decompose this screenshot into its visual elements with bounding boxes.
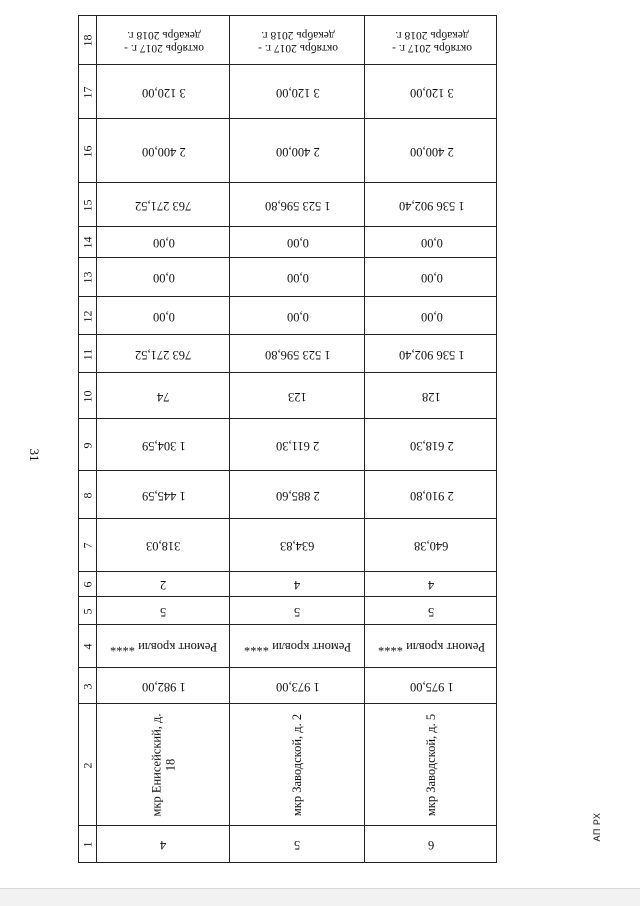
cell-period-text: октябрь 2017 г. - декабрь 2018 г. (391, 28, 472, 54)
cell-work-text: Ремонт кровли **** (377, 640, 486, 654)
cell-num-text: 6 (428, 838, 435, 852)
cell-work (365, 625, 498, 668)
cell-c15 (230, 183, 365, 227)
cell-floors (230, 597, 365, 625)
cell-entrances-text: 4 (428, 578, 435, 592)
column-number (79, 704, 97, 826)
cell-cost_per_m2_a (97, 471, 230, 519)
cell-count-text: 123 (288, 389, 307, 404)
cell-c17 (365, 65, 498, 119)
column-number-text: 1 (80, 841, 95, 848)
cell-cost_per_m2_b (365, 419, 498, 471)
cell-cost_per_m2_b (230, 419, 365, 471)
cell-cost_per_m2_b (97, 419, 230, 471)
column-number-text: 17 (80, 86, 95, 98)
cell-count-text: 74 (157, 389, 170, 404)
cell-c17-text: 3 120,00 (409, 85, 454, 100)
column-number-text: 16 (80, 145, 95, 157)
cell-floors-text: 5 (294, 604, 301, 619)
column-number-text: 11 (80, 348, 95, 360)
cell-cost_per_m2_b-text: 2 618,30 (409, 438, 454, 453)
cell-roof_area (230, 519, 365, 572)
column-number-text: 14 (80, 236, 95, 249)
cell-period (230, 16, 365, 65)
column-number (79, 119, 97, 183)
column-number (79, 297, 97, 335)
cell-total-text: 1 536 902,40 (398, 347, 465, 362)
column-number (79, 419, 97, 471)
cell-period (365, 16, 498, 65)
cell-c16-text: 2 400,00 (275, 144, 320, 159)
cell-c14-text: 0,00 (286, 236, 309, 250)
cell-c12 (230, 297, 365, 335)
column-number (79, 16, 97, 65)
cell-c13 (97, 258, 230, 297)
cell-c15 (365, 183, 498, 227)
cell-c16-text: 2 400,00 (141, 144, 186, 159)
cell-c13 (365, 258, 498, 297)
cell-period (97, 16, 230, 65)
repair-schedule-table (78, 15, 497, 863)
column-number (79, 335, 97, 373)
cell-address (97, 704, 230, 826)
cell-entrances (365, 572, 498, 597)
column-number-text: 13 (80, 271, 95, 284)
cell-area-text: 1 982,00 (141, 679, 186, 694)
cell-count-text: 128 (422, 389, 441, 404)
cell-area (230, 668, 365, 704)
column-number (79, 572, 97, 597)
cell-entrances-text: 4 (294, 578, 301, 592)
cell-cost_per_m2_b-text: 2 611,30 (275, 438, 320, 453)
cell-roof_area (365, 519, 498, 572)
column-number (79, 183, 97, 227)
cell-c17 (230, 65, 365, 119)
column-number (79, 471, 97, 519)
cell-c14-text: 0,00 (420, 236, 443, 250)
cell-c13 (230, 258, 365, 297)
cell-cost_per_m2_b-text: 1 304,59 (141, 438, 186, 453)
cell-cost_per_m2_a-text: 2 885,60 (275, 488, 320, 503)
column-number-text: 18 (80, 34, 95, 47)
column-number-text: 9 (80, 442, 95, 448)
cell-entrances-text: 2 (160, 578, 167, 592)
scan-bottom-edge (0, 888, 640, 906)
cell-c13-text: 0,00 (286, 271, 309, 285)
cell-area (365, 668, 498, 704)
column-number-text: 8 (80, 492, 95, 498)
cell-cost_per_m2_a (365, 471, 498, 519)
cell-entrances (230, 572, 365, 597)
cell-c12-text: 0,00 (152, 309, 175, 324)
cell-c12 (97, 297, 230, 335)
cell-c16 (97, 119, 230, 183)
column-number-text: 6 (80, 581, 95, 588)
cell-c13-text: 0,00 (152, 271, 175, 285)
cell-c12-text: 0,00 (420, 309, 443, 324)
cell-area-text: 1 973,00 (275, 679, 320, 694)
cell-total-text: 763 271,52 (135, 347, 192, 362)
page-number: 31 (27, 448, 42, 462)
cell-floors-text: 5 (160, 604, 167, 619)
cell-num-text: 5 (294, 838, 301, 852)
cell-c17-text: 3 120,00 (275, 85, 320, 100)
cell-period-text: октябрь 2017 г. - декабрь 2018 г. (257, 28, 338, 54)
cell-total (97, 335, 230, 373)
cell-floors-text: 5 (428, 604, 435, 619)
column-number-text: 12 (80, 310, 95, 322)
cell-address-text: мкр Заводской, д. 5 (424, 713, 439, 817)
column-number (79, 597, 97, 625)
cell-num-text: 4 (160, 838, 167, 852)
cell-c12-text: 0,00 (286, 309, 309, 324)
cell-total (365, 335, 498, 373)
cell-c16 (365, 119, 498, 183)
cell-entrances (97, 572, 230, 597)
column-number (79, 373, 97, 419)
cell-count (230, 373, 365, 419)
column-number (79, 519, 97, 572)
column-number-text: 4 (80, 643, 95, 650)
cell-floors (365, 597, 498, 625)
column-number (79, 227, 97, 258)
cell-address (230, 704, 365, 826)
cell-total (230, 335, 365, 373)
column-number-text: 7 (80, 542, 95, 549)
cell-c14-text: 0,00 (152, 236, 175, 250)
column-number-text: 5 (80, 608, 95, 614)
cell-cost_per_m2_a (230, 471, 365, 519)
column-number-text: 15 (80, 199, 95, 211)
column-number (79, 65, 97, 119)
cell-work (230, 625, 365, 668)
column-number (79, 258, 97, 297)
cell-floors (97, 597, 230, 625)
cell-period-text: октябрь 2017 г. - декабрь 2018 г. (123, 28, 204, 54)
cell-num (97, 826, 230, 863)
column-number (79, 625, 97, 668)
cell-work-text: Ремонт кровли **** (243, 640, 352, 654)
cell-c14 (230, 227, 365, 258)
cell-area-text: 1 975,00 (409, 679, 454, 694)
cell-total-text: 1 523 596,80 (264, 347, 331, 362)
cell-work (97, 625, 230, 668)
cell-num (230, 826, 365, 863)
cell-roof_area-text: 318,03 (146, 539, 181, 553)
cell-roof_area-text: 640,38 (414, 539, 449, 553)
cell-c15-text: 763 271,52 (135, 198, 192, 213)
cell-c12 (365, 297, 498, 335)
cell-roof_area-text: 634,83 (280, 539, 315, 553)
cell-count (365, 373, 498, 419)
column-number-text: 2 (80, 762, 95, 768)
cell-c15 (97, 183, 230, 227)
cell-c14 (97, 227, 230, 258)
cell-num (365, 826, 498, 863)
archive-code: АП РХ (592, 812, 602, 842)
cell-c14 (365, 227, 498, 258)
cell-c16-text: 2 400,00 (409, 144, 454, 159)
cell-c16 (230, 119, 365, 183)
cell-c13-text: 0,00 (420, 271, 443, 285)
cell-address-text: мкр Заводской, д. 2 (290, 713, 305, 817)
cell-area (97, 668, 230, 704)
cell-work-text: Ремонт кровли **** (109, 640, 218, 654)
cell-cost_per_m2_a-text: 1 445,59 (141, 488, 186, 503)
cell-address (365, 704, 498, 826)
cell-c17-text: 3 120,00 (141, 85, 186, 100)
cell-c17 (97, 65, 230, 119)
column-number (79, 826, 97, 863)
cell-cost_per_m2_a-text: 2 910,80 (409, 488, 454, 503)
column-number (79, 668, 97, 704)
column-number-text: 10 (80, 390, 95, 402)
cell-c15-text: 1 536 902,40 (398, 198, 465, 213)
column-number-text: 3 (80, 683, 95, 689)
cell-count (97, 373, 230, 419)
cell-address-text: мкр Енисейский, д. 18 (149, 713, 178, 817)
cell-roof_area (97, 519, 230, 572)
cell-c15-text: 1 523 596,80 (264, 198, 331, 213)
